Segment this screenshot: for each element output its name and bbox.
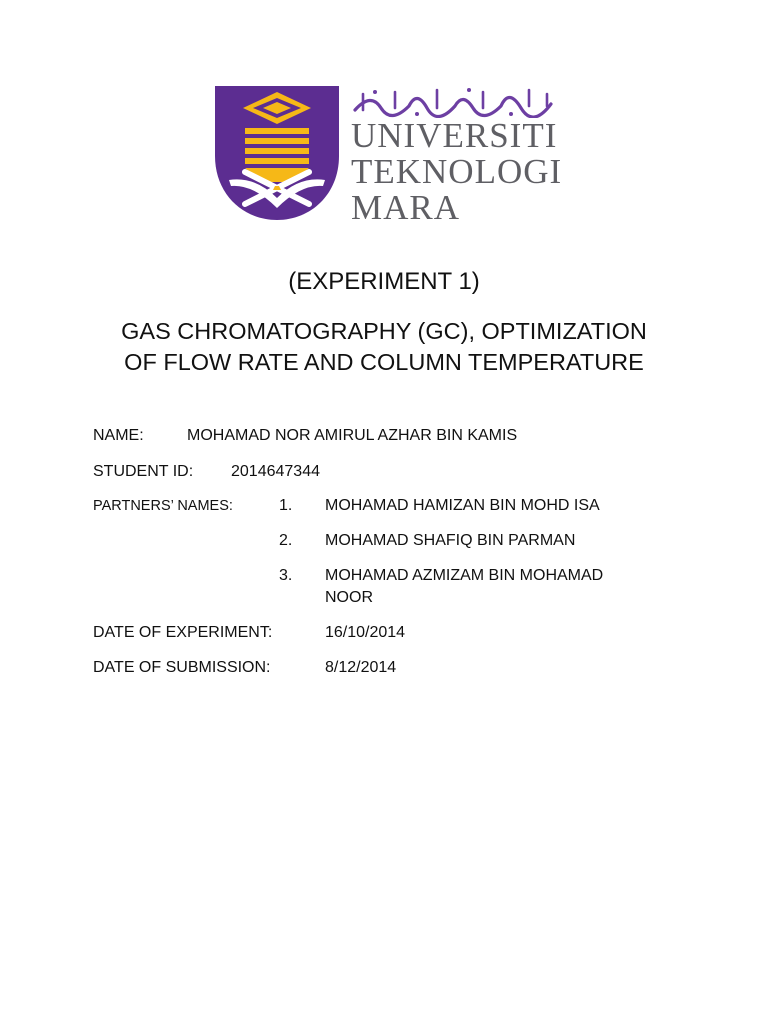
report-title xyxy=(0,316,768,378)
report-title-line-2: OF FLOW RATE AND COLUMN TEMPERATURE xyxy=(124,349,644,375)
name-value: MOHAMAD NOR AMIRUL AZHAR BIN KAMIS xyxy=(187,427,518,444)
partners-label: PARTNERS’ NAMES: xyxy=(93,498,233,514)
logo-text-universiti: UNIVERSITI xyxy=(351,116,558,155)
partner-number: 3. xyxy=(279,567,293,584)
partner-name: MOHAMAD AZMIZAM BIN MOHAMAD xyxy=(325,567,604,584)
name-label: NAME: xyxy=(93,427,144,444)
partner-name: MOHAMAD HAMIZAN BIN MOHD ISA xyxy=(325,497,600,514)
uitm-logo xyxy=(215,84,563,227)
jawi-script-icon xyxy=(351,84,556,118)
student-id-label: STUDENT ID: xyxy=(93,463,194,480)
date-of-submission-label: DATE OF SUBMISSION: xyxy=(93,659,271,676)
date-of-submission-value: 8/12/2014 xyxy=(325,659,397,676)
partner-number: 2. xyxy=(279,532,293,549)
logo-text-teknologi: TEKNOLOGI xyxy=(351,152,563,191)
partner-number: 1. xyxy=(279,497,293,514)
logo-text-mara: MARA xyxy=(351,188,461,227)
jawi-script-logo xyxy=(351,84,556,118)
student-id-value: 2014647344 xyxy=(231,463,320,480)
date-of-experiment-value: 16/10/2014 xyxy=(325,624,406,641)
experiment-number: (EXPERIMENT 1) xyxy=(288,268,480,295)
partner-name-continued: NOOR xyxy=(325,589,373,606)
date-of-experiment-label: DATE OF EXPERIMENT: xyxy=(93,624,273,641)
report-title-line-1: GAS CHROMATOGRAPHY (GC), OPTIMIZATION xyxy=(121,318,647,344)
uitm-crest-icon xyxy=(215,86,339,220)
partner-name: MOHAMAD SHAFIQ BIN PARMAN xyxy=(325,532,576,549)
